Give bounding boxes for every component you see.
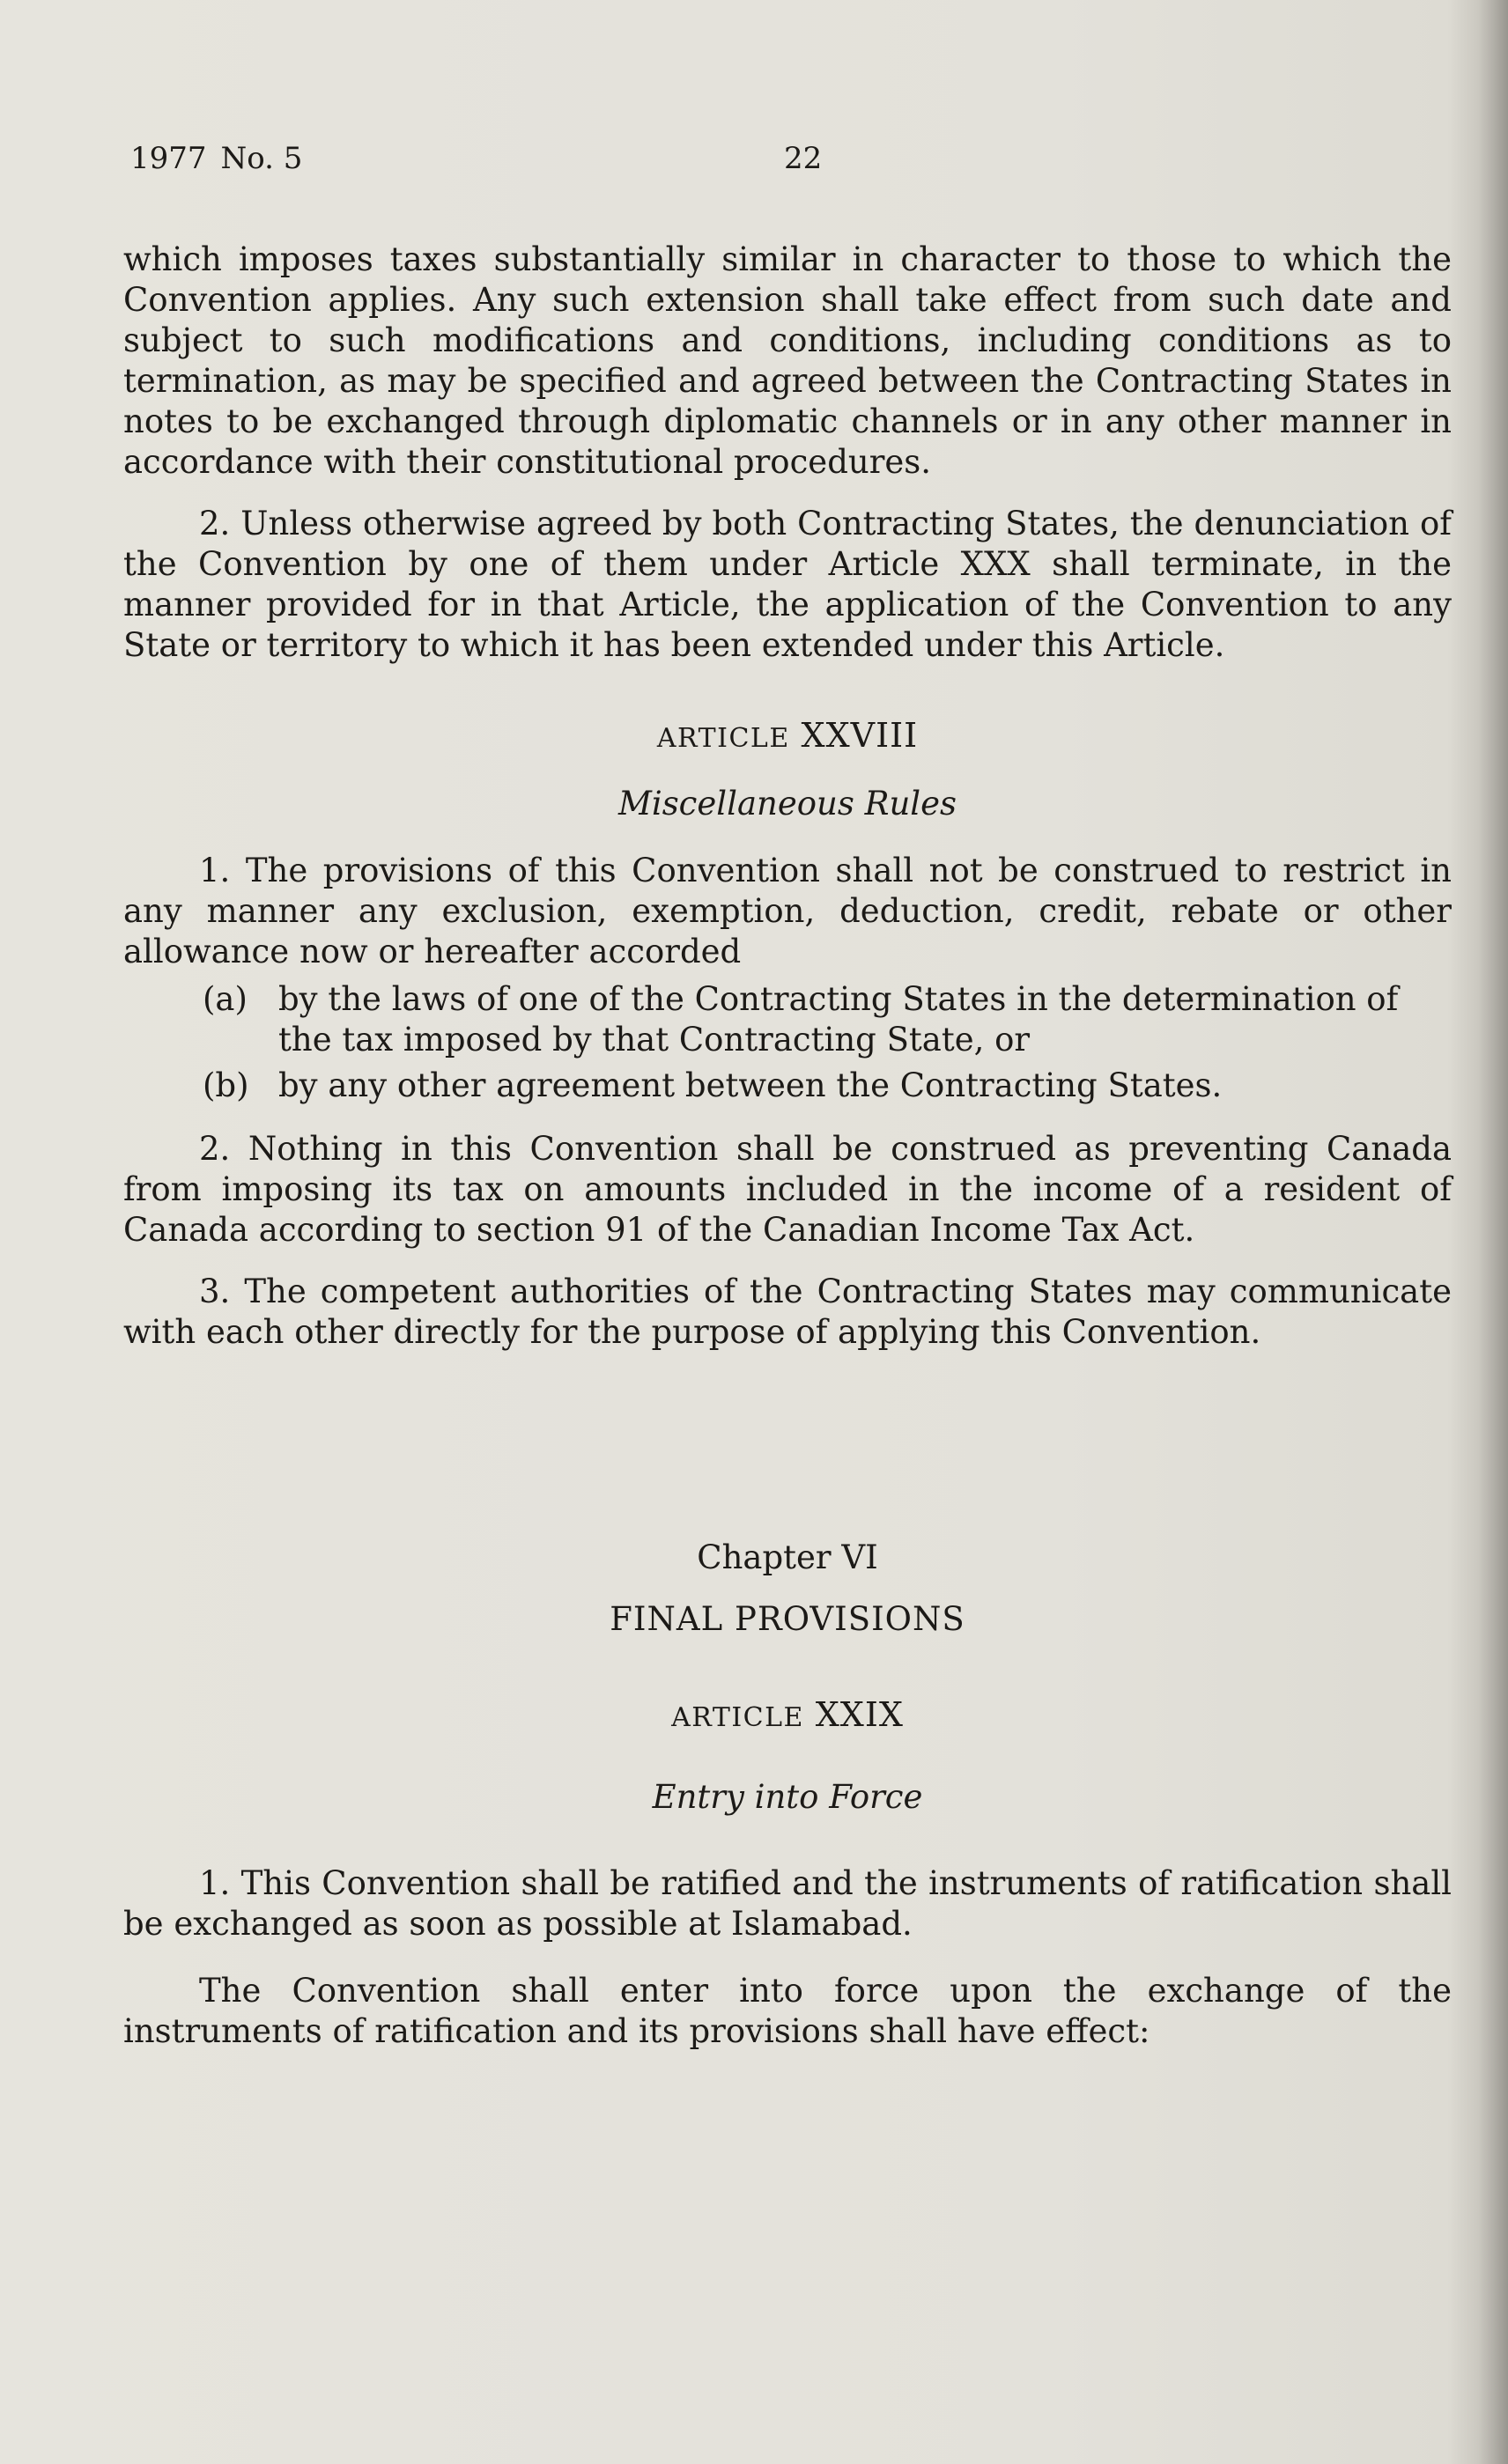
article-29-number: XXIX [815, 1695, 904, 1734]
article-29-heading [123, 1694, 1452, 1738]
header-year: 1977 [130, 141, 207, 176]
page-content [123, 240, 1452, 2073]
article-28-word: ARTICLE [656, 723, 790, 754]
paragraph-misc-2: 2. Nothing in this Convention shall be construed as preventing Canada from imposing its tax on amounts included in the income of a resident of Canada according to section 91 of the Canadian Income Tax Act. [123, 1130, 1452, 1249]
list-item-a [123, 979, 1452, 1060]
article-28-title: Miscellaneous Rules [617, 785, 957, 823]
paragraph-misc-3: 3. The competent authorities of the Contracting States may communicate with each other directly for the purpose of applying this Convention. [123, 1273, 1452, 1351]
header-number: No. 5 [220, 141, 303, 176]
article-28-number: XXVIII [801, 716, 919, 755]
list-item-a-text: by the laws of one of the Contracting States in the determination of the tax imposed by that Contracting State, or [278, 980, 1399, 1059]
paragraph-continuation: which imposes taxes substantially similar in character to those to which the Convention applies. Any such extension shall take effect from such date and subject to such modifications and conditions, including conditions as to termination, as may be specified and agreed between the Contracting States in notes to be exchanged through diplomatic channels or in any other manner in accordance with their constitutional procedures. [123, 240, 1452, 481]
paragraph-entry-1: 1. This Convention shall be ratified and the instruments of ratification shall be exchanged as soon as possible at Islamabad. [123, 1864, 1452, 1943]
article-28-heading [123, 715, 1452, 759]
list-item-b-label: (b) [203, 1066, 249, 1104]
list-item-b-text: by any other agreement between the Contracting States. [278, 1066, 1223, 1104]
chapter-label: Chapter VI [697, 1538, 878, 1576]
page-number: 22 [784, 141, 823, 176]
page-header [130, 141, 823, 176]
paragraph-28-2: 2. Unless otherwise agreed by both Contracting States, the denunciation of the Convention by one of them under Article XXX shall terminate, in the manner provided for in that Article, the application of the Convention to any State or territory to which it has been extended under this Article. [123, 505, 1452, 664]
paragraph-entry-2: The Convention shall enter into force upon the exchange of the instruments of ratification and its provisions shall have effect: [123, 1972, 1452, 2050]
chapter-title: FINAL PROVISIONS [610, 1600, 965, 1638]
paragraph-misc-1: 1. The provisions of this Convention shall not be construed to restrict in any manner any exclusion, exemption, deduction, credit, rebate or other allowance now or hereafter accorded [123, 852, 1452, 970]
article-29-word: ARTICLE [671, 1702, 804, 1733]
article-29-title: Entry into Force [652, 1778, 923, 1816]
book-spine-shadow [1478, 0, 1508, 2464]
list-item-b [123, 1066, 1452, 1106]
list-item-a-label: (a) [203, 980, 248, 1018]
